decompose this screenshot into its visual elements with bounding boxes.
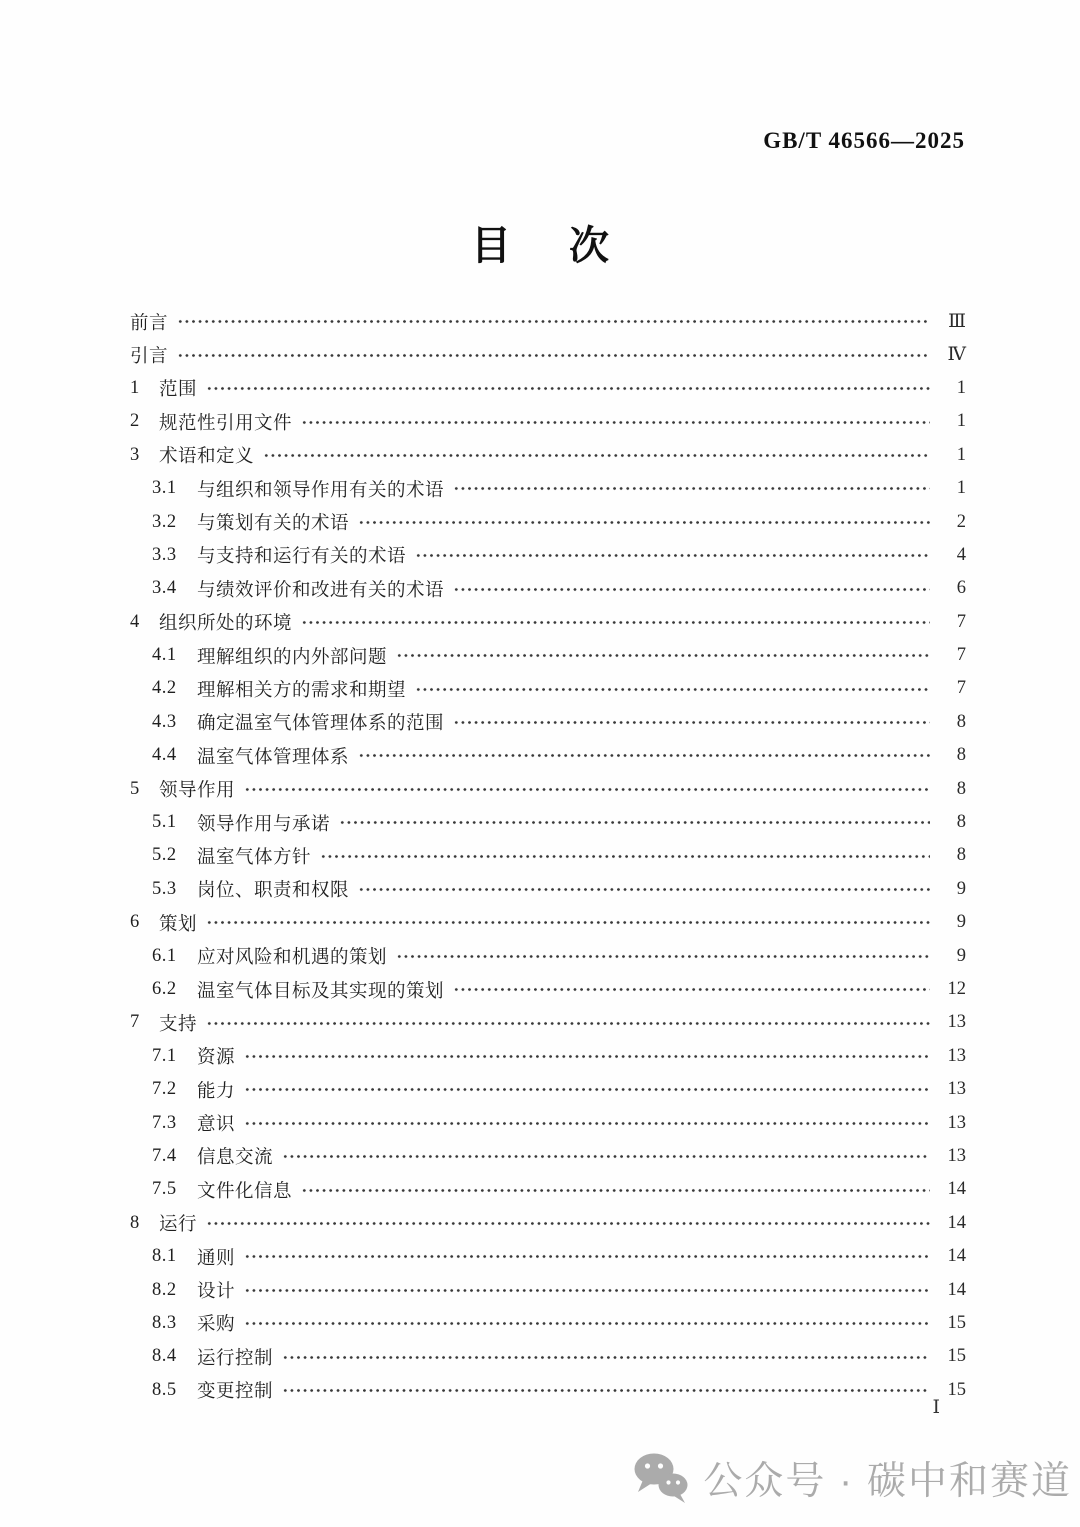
toc-entry xyxy=(130,372,966,405)
dot-leader xyxy=(244,1040,930,1073)
dot-leader xyxy=(453,973,930,1006)
toc-entry-number: 5.3 xyxy=(152,878,177,899)
toc-entry-label: 温室气体方针 xyxy=(197,847,312,868)
toc-entry xyxy=(130,906,966,939)
toc-entry-number: 5 xyxy=(130,778,140,799)
toc-entry-page: 8 xyxy=(956,745,966,766)
toc-entry xyxy=(130,1340,966,1373)
toc-entry xyxy=(130,772,966,805)
page-title xyxy=(0,214,1080,271)
toc-entry xyxy=(130,1374,966,1407)
toc-entry xyxy=(130,338,966,371)
toc-entry xyxy=(130,305,966,338)
title-char-1: 目 xyxy=(471,223,511,268)
toc-entry-number: 4 xyxy=(130,611,140,632)
toc-entry-page: 13 xyxy=(947,1045,966,1066)
toc-entry-label: 确定温室气体管理体系的范围 xyxy=(197,714,445,735)
toc-entry-page: 13 xyxy=(947,1112,966,1133)
toc-entry-page: 8 xyxy=(956,845,966,866)
dot-leader xyxy=(206,906,930,939)
dot-leader xyxy=(320,839,930,872)
dot-leader xyxy=(206,372,930,405)
standard-code: GB/T 46566—2025 xyxy=(763,128,965,153)
toc-entry-label: 运行 xyxy=(159,1215,198,1236)
toc-entry-number: 3.3 xyxy=(152,544,177,565)
toc-entry-number: 8 xyxy=(130,1212,140,1233)
toc-entry-label: 理解相关方的需求和期望 xyxy=(197,680,407,701)
dot-leader xyxy=(244,772,930,805)
toc-entry-page: 13 xyxy=(947,1145,966,1166)
toc-entry-label: 引言 xyxy=(130,347,169,368)
dot-leader xyxy=(301,606,930,639)
toc-entry-label: 前言 xyxy=(130,313,169,334)
toc-entry-number: 5.1 xyxy=(152,812,177,833)
toc-entry-number: 7.5 xyxy=(152,1179,177,1200)
toc-entry-number: 1 xyxy=(130,377,140,398)
toc-entry-page: 14 xyxy=(947,1279,966,1300)
dot-leader xyxy=(244,1273,930,1306)
toc-entry-label: 理解组织的内外部问题 xyxy=(197,647,388,668)
toc-entry xyxy=(130,1207,966,1240)
toc-entry-label: 领导作用与承诺 xyxy=(197,814,331,835)
toc-entry-label: 意识 xyxy=(197,1115,236,1136)
dot-leader xyxy=(206,1006,930,1039)
toc-entry-page: 14 xyxy=(947,1246,966,1267)
toc-entry xyxy=(130,672,966,705)
toc-entry xyxy=(130,1307,966,1340)
toc-entry-page: 9 xyxy=(956,912,966,933)
toc-entry-page: 1 xyxy=(956,377,966,398)
toc-entry-label: 温室气体管理体系 xyxy=(197,747,350,768)
dot-leader xyxy=(177,338,930,371)
toc-entry-page: 8 xyxy=(956,812,966,833)
wechat-icon xyxy=(633,1452,689,1504)
dot-leader xyxy=(206,1207,930,1240)
toc-entry xyxy=(130,706,966,739)
toc-entry-page: 1 xyxy=(956,478,966,499)
toc-entry-page: 7 xyxy=(956,645,966,666)
toc-entry-label: 资源 xyxy=(197,1048,236,1069)
toc-entry-label: 变更控制 xyxy=(197,1382,274,1403)
dot-leader xyxy=(301,405,930,438)
toc-entry-label: 术语和定义 xyxy=(159,447,255,468)
toc-entry-label: 能力 xyxy=(197,1081,236,1102)
toc-entry-page: 15 xyxy=(947,1346,966,1367)
toc-entry-number: 7 xyxy=(130,1012,140,1033)
dot-leader xyxy=(244,1106,930,1139)
toc-entry-label: 与支持和运行有关的术语 xyxy=(197,547,407,568)
toc-entry xyxy=(130,873,966,906)
toc-entry-number: 7.2 xyxy=(152,1079,177,1100)
toc-entry-label: 策划 xyxy=(159,914,198,935)
toc-entry-label: 与绩效评价和改进有关的术语 xyxy=(197,580,445,601)
toc-entry xyxy=(130,606,966,639)
dot-leader xyxy=(244,1240,930,1273)
toc-entry-number: 3.2 xyxy=(152,511,177,532)
toc-entry xyxy=(130,973,966,1006)
toc-entry-label: 范围 xyxy=(159,380,198,401)
toc-entry-number: 7.3 xyxy=(152,1112,177,1133)
toc-entry xyxy=(130,572,966,605)
toc-entry-number: 8.1 xyxy=(152,1246,177,1267)
toc-entry-number: 6 xyxy=(130,912,140,933)
toc-entry xyxy=(130,405,966,438)
toc-entry xyxy=(130,1240,966,1273)
toc-entry xyxy=(130,639,966,672)
toc-entry-label: 与策划有关的术语 xyxy=(197,514,350,535)
toc-entry-number: 2 xyxy=(130,411,140,432)
toc-entry-page: 7 xyxy=(956,611,966,632)
dot-leader xyxy=(358,873,930,906)
toc-entry-number: 3.4 xyxy=(152,578,177,599)
toc-entry-page: 14 xyxy=(947,1179,966,1200)
toc-entry-number: 3.1 xyxy=(152,478,177,499)
toc-entry xyxy=(130,1173,966,1206)
toc-entry-page: 8 xyxy=(956,778,966,799)
dot-leader xyxy=(396,639,930,672)
dot-leader xyxy=(177,305,930,338)
toc-entry-number: 4.2 xyxy=(152,678,177,699)
toc-entry-page: 9 xyxy=(956,945,966,966)
toc-entry-label: 运行控制 xyxy=(197,1348,274,1369)
dot-leader xyxy=(244,1307,930,1340)
dot-leader xyxy=(415,539,930,572)
title-char-2: 次 xyxy=(569,223,609,268)
dot-leader xyxy=(282,1140,930,1173)
toc-entry-page: 9 xyxy=(956,878,966,899)
toc-entry xyxy=(130,806,966,839)
watermark xyxy=(633,1450,1072,1506)
dot-leader xyxy=(453,706,930,739)
toc-entry-page: 7 xyxy=(956,678,966,699)
toc-entry xyxy=(130,839,966,872)
toc-entry-page: Ⅲ xyxy=(948,311,966,332)
toc-entry-label: 通则 xyxy=(197,1248,236,1269)
toc-entry-number: 4.3 xyxy=(152,711,177,732)
toc-entry-page: 2 xyxy=(956,511,966,532)
toc-entry xyxy=(130,1273,966,1306)
toc-entry xyxy=(130,439,966,472)
toc-entry-page: 13 xyxy=(947,1079,966,1100)
dot-leader xyxy=(282,1374,930,1407)
toc-entry-page: 15 xyxy=(947,1312,966,1333)
dot-leader xyxy=(244,1073,930,1106)
toc-entry-number: 8.3 xyxy=(152,1312,177,1333)
dot-leader xyxy=(358,739,930,772)
toc-entry-label: 领导作用 xyxy=(159,781,236,802)
toc-entry-page: Ⅳ xyxy=(947,345,966,366)
toc-entry-number: 8.4 xyxy=(152,1346,177,1367)
dot-leader xyxy=(396,939,930,972)
dot-leader xyxy=(339,806,930,839)
dot-leader xyxy=(415,672,930,705)
dot-leader xyxy=(453,472,930,505)
toc-entry-number: 6.2 xyxy=(152,979,177,999)
toc-entry xyxy=(130,1106,966,1139)
toc-entry-label: 支持 xyxy=(159,1014,198,1035)
toc-entry-page: 15 xyxy=(947,1379,966,1400)
toc-entry-label: 设计 xyxy=(197,1282,236,1303)
footer-page-number: Ⅰ xyxy=(932,1397,940,1418)
toc-entry-page: 13 xyxy=(947,1012,966,1033)
toc-entry-page: 8 xyxy=(956,711,966,732)
toc-entry-number: 5.2 xyxy=(152,845,177,866)
toc-entry-page: 1 xyxy=(956,444,966,465)
toc-entry xyxy=(130,539,966,572)
toc-entry-page: 4 xyxy=(956,544,966,565)
toc-entry-label: 温室气体目标及其实现的策划 xyxy=(197,981,445,1002)
toc-entry-label: 组织所处的环境 xyxy=(159,614,293,635)
dot-leader xyxy=(282,1340,930,1373)
toc-entry xyxy=(130,1140,966,1173)
toc-entry-number: 8.5 xyxy=(152,1379,177,1400)
toc-entry-page: 12 xyxy=(947,979,966,999)
dot-leader xyxy=(358,505,930,538)
toc-entry-number: 6.1 xyxy=(152,945,177,966)
toc-entry xyxy=(130,1040,966,1073)
toc-entry-number: 4.1 xyxy=(152,645,177,666)
toc-entry-label: 文件化信息 xyxy=(197,1181,293,1202)
toc-entry-page: 6 xyxy=(956,578,966,599)
toc-entry-page: 14 xyxy=(947,1212,966,1233)
toc-entry-label: 规范性引用文件 xyxy=(159,413,293,434)
toc-entry-number: 3 xyxy=(130,444,140,465)
toc-entry-number: 7.4 xyxy=(152,1145,177,1166)
watermark-text: 公众号 · 碳中和赛道 xyxy=(703,1460,1072,1503)
toc-entry-number: 7.1 xyxy=(152,1045,177,1066)
toc-entry xyxy=(130,1073,966,1106)
toc-entry-label: 采购 xyxy=(197,1315,236,1336)
dot-leader xyxy=(263,439,930,472)
toc-entry xyxy=(130,505,966,538)
dot-leader xyxy=(301,1173,930,1206)
toc-entry xyxy=(130,739,966,772)
toc-entry xyxy=(130,1006,966,1039)
toc-entry-number: 4.4 xyxy=(152,745,177,766)
toc-entry-label: 信息交流 xyxy=(197,1148,274,1169)
toc-entry-label: 岗位、职责和权限 xyxy=(197,881,350,902)
toc-entry-label: 与组织和领导作用有关的术语 xyxy=(197,480,445,501)
dot-leader xyxy=(453,572,930,605)
toc-entry-number: 8.2 xyxy=(152,1279,177,1300)
toc-entry-label: 应对风险和机遇的策划 xyxy=(197,948,388,969)
toc-list xyxy=(130,305,966,1407)
toc-entry-page: 1 xyxy=(956,411,966,432)
toc-entry xyxy=(130,939,966,972)
toc-entry xyxy=(130,472,966,505)
